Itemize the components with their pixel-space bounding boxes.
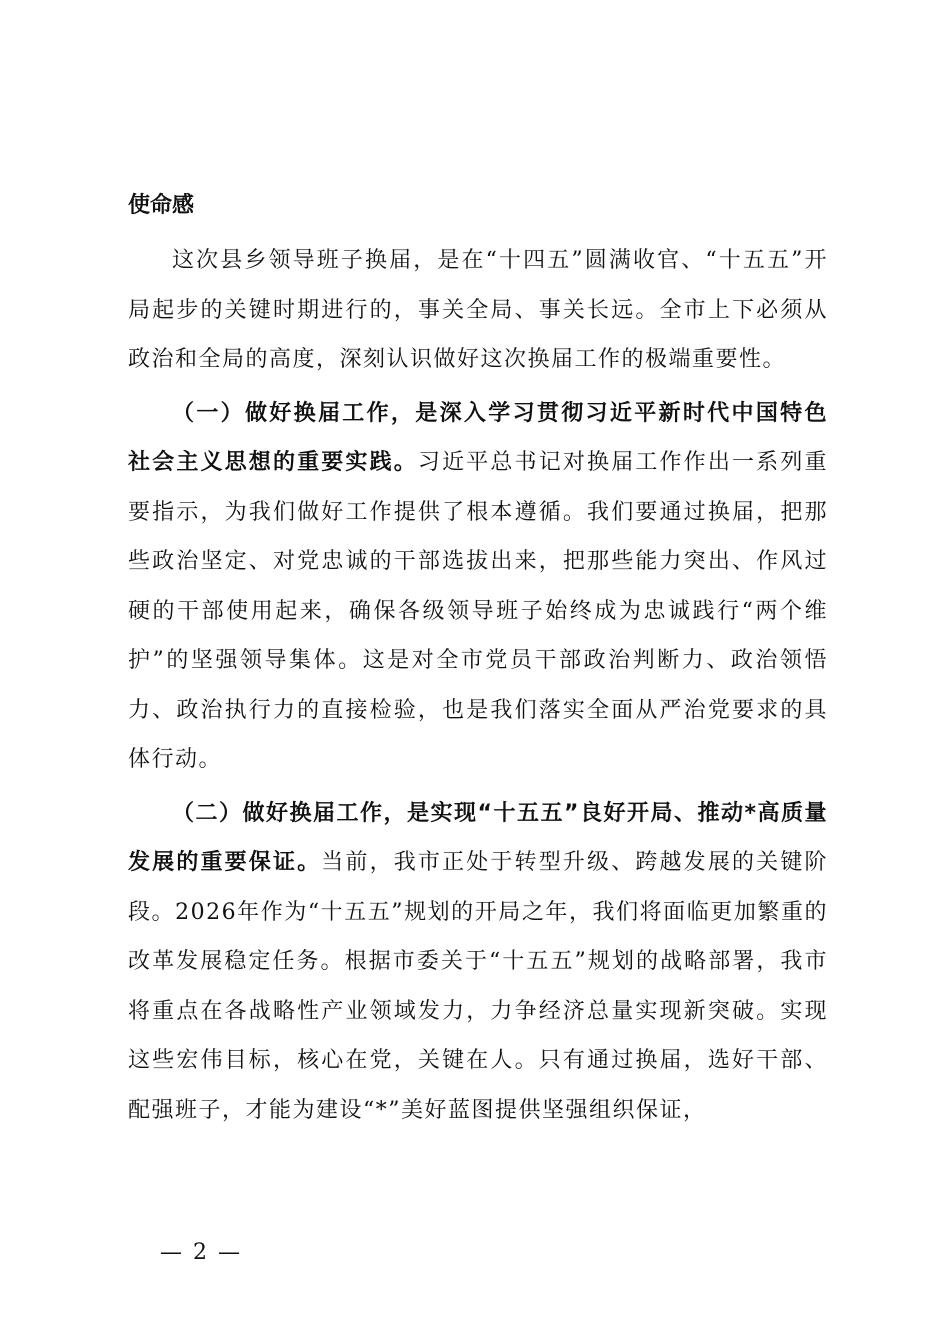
paragraph-body: 当前，我市正处于转型升级、跨越发展的关键阶段。2026年作为“十五五”规划的开局之年，我们将面临更加繁重的改革发展稳定任务。根据市委关于“十五五”规划的战略部署，我市将重点在各战略性产业领域发力，力争经济总量实现新突破。实现这些宏伟目标，核心在党，关键在人。只有通过换届，选好干部、配强班子，才能为建设“*”美好蓝图提供坚强组织保证， [128, 850, 828, 1123]
section-heading: 使命感 [128, 193, 195, 218]
paragraph-intro [128, 236, 828, 385]
body-text [128, 236, 828, 1139]
paragraph-lead: （二）做好换届工作，是实现“十五五”良好开局、推动*高质量发展的重要保证。 [128, 800, 828, 875]
paragraph-lead: （一）做好换届工作，是深入学习贯彻习近平新时代中国特色社会主义思想的重要实践。 [128, 400, 828, 475]
paragraph-body: 这次县乡领导班子换届，是在“十四五”圆满收官、“十五五”开局起步的关键时期进行的，事关全局、事关长远。全市上下必须从政治和全局的高度，深刻认识做好这次换届工作的极端重要性。 [128, 248, 828, 372]
page-number: — 2 — [160, 1240, 242, 1265]
paragraph-point-1 [128, 389, 828, 785]
paragraph-body: 习近平总书记对换届工作作出一系列重要指示，为我们做好工作提供了根本遵循。我们要通过换届，把那些政治坚定、对党忠诚的干部选拔出来，把那些能力突出、作风过硬的干部使用起来，确保各级领导班子始终成为忠诚践行“两个维护”的坚强领导集体。这是对全市党员干部政治判断力、政治领悟力、政治执行力的直接检验，也是我们落实全面从严治党要求的具体行动。 [128, 450, 828, 772]
paragraph-point-2 [128, 789, 828, 1136]
